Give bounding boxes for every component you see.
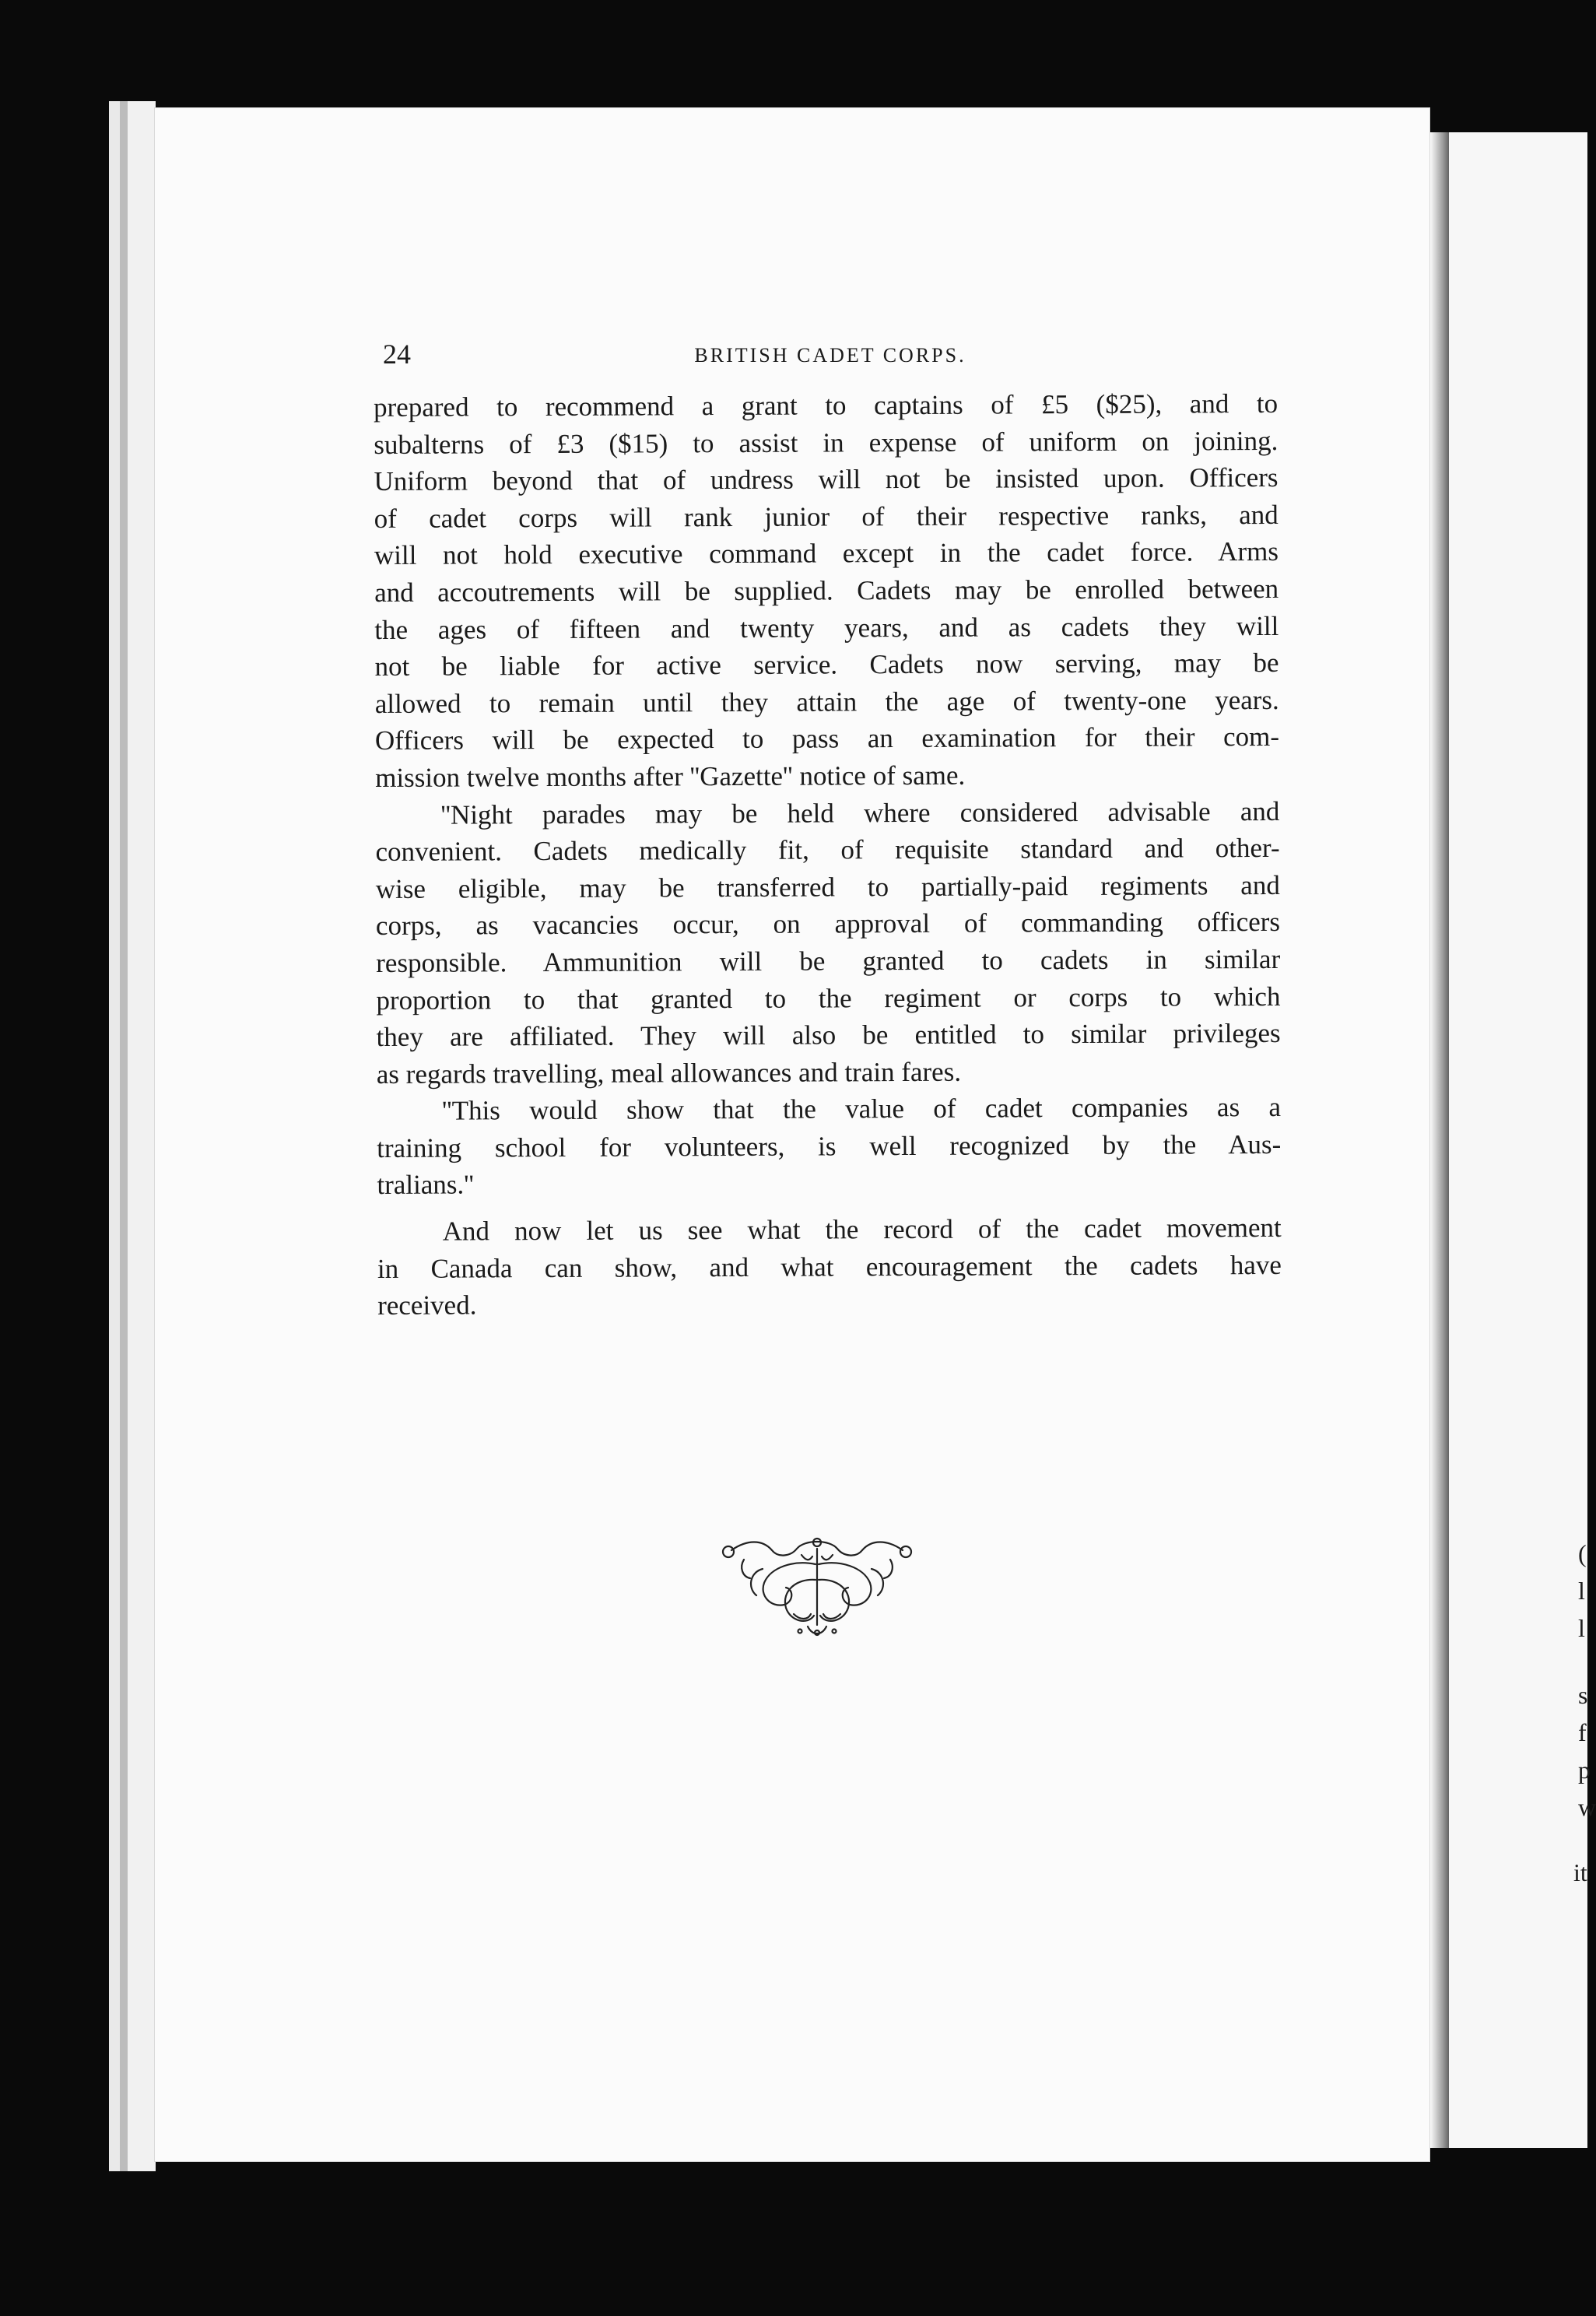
facing-page-fragment: p	[1578, 1756, 1591, 1784]
text-line: received.	[377, 1290, 477, 1321]
text-line: as regards travelling, meal allowances and train fares.	[376, 1056, 962, 1090]
text-line: prepared to recommend a grant to captains of £5 ($25), and to	[374, 388, 1279, 423]
text-line: ''This would show that the value of cadet companies as a	[441, 1092, 1282, 1126]
text-line: in Canada can show, and what encouragement the cadets have	[377, 1249, 1282, 1284]
text-line: wise eligible, may be transferred to partially-paid regiments and	[375, 869, 1280, 904]
text-line: training school for volunteers, is well recognized by the Aus-	[377, 1128, 1282, 1163]
text-line: And now let us see what the record of the cadet movement	[442, 1212, 1282, 1247]
facing-page-fragment: (	[1578, 1539, 1587, 1567]
text-line: of cadet corps will rank junior of their respective ranks, and	[374, 499, 1279, 534]
text-line: they are affiliated. They will also be entitled to similar privileges	[376, 1018, 1281, 1053]
facing-page-fragment: l	[1578, 1577, 1585, 1605]
paragraph	[377, 1209, 1282, 1325]
text-line: not be liable for active service. Cadets now serving, may be	[374, 647, 1279, 683]
text-line: Officers will be expected to pass an examination for their com-	[374, 721, 1280, 756]
facing-page	[1449, 132, 1596, 2148]
text-line: convenient. Cadets medically fit, of requisite standard and other-	[375, 833, 1280, 868]
text-line: proportion to that granted to the regiment or corps to which	[376, 981, 1281, 1016]
facing-page-fragment: f	[1578, 1718, 1587, 1746]
tailpiece-ornament-icon	[716, 1533, 918, 1642]
paragraph	[377, 1089, 1282, 1204]
text-line: corps, as vacancies occur, on approval of commanding officers	[375, 907, 1281, 942]
text-line: allowed to remain until they attain the age of twenty-one years.	[374, 684, 1279, 719]
text-line: Uniform beyond that of undress will not be insisted upon. Officers	[374, 462, 1279, 497]
spine-edge	[109, 101, 120, 2171]
facing-page-fragment: l	[1578, 1614, 1585, 1642]
spine-shadow	[120, 101, 128, 2171]
facing-page-fragment: s	[1578, 1681, 1588, 1709]
page-edge-stack	[128, 101, 156, 2171]
text-line: will not hold executive command except in the cadet force. Arms	[374, 536, 1279, 571]
text-line: mission twelve months after ''Gazette'' notice of same.	[375, 760, 966, 793]
facing-page-fragment: it	[1573, 1858, 1587, 1886]
paragraph	[374, 385, 1279, 797]
paragraph	[375, 792, 1281, 1093]
text-line: subalterns of £3 ($15) to assist in expense of uniform on joining.	[374, 425, 1279, 460]
text-line: responsible. Ammunition will be granted to cadets in similar	[376, 943, 1281, 978]
text-line: and accoutrements will be supplied. Cadets may be enrolled between	[374, 573, 1279, 608]
text-line: the ages of fifteen and twenty years, and as cadets they will	[374, 610, 1279, 645]
body-text	[374, 385, 1282, 1325]
text-line: ''Night parades may be held where considered advisable and	[440, 795, 1280, 830]
running-title: BRITISH CADET CORPS.	[694, 344, 966, 367]
running-head	[383, 338, 1278, 384]
text-line: tralians.''	[377, 1169, 474, 1201]
page-number: 24	[383, 339, 411, 370]
facing-page-fragment: w	[1578, 1793, 1596, 1821]
